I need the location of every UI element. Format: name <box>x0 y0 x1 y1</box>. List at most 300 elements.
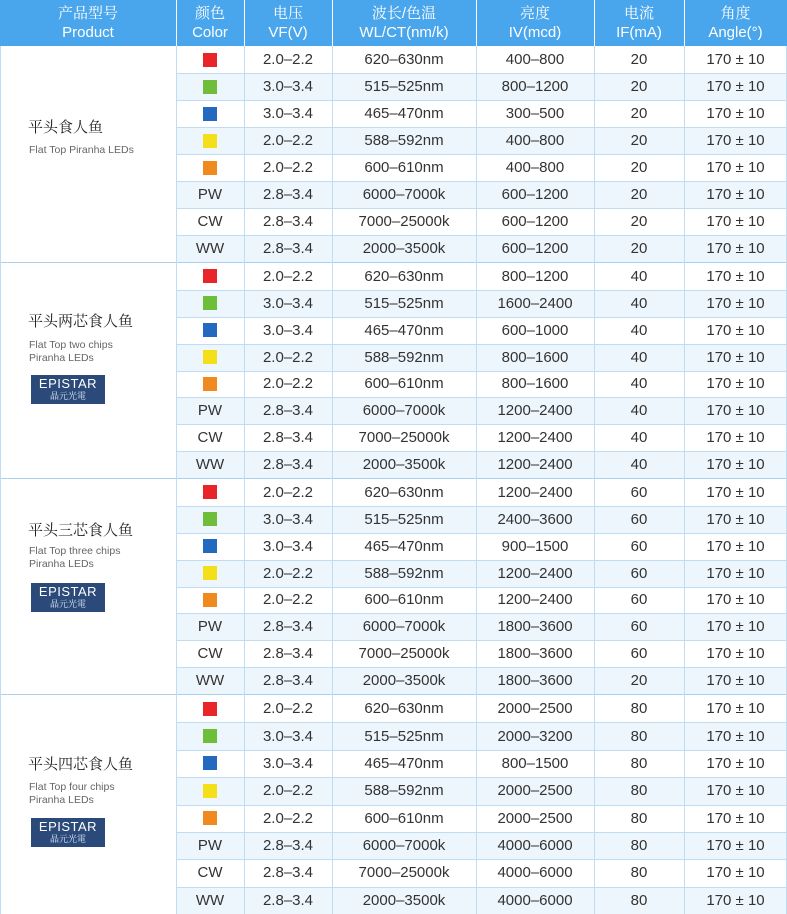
row-divider <box>176 317 787 318</box>
product-group-3 <box>0 479 176 694</box>
epistar-logo <box>31 818 105 847</box>
vf-cell: 2.0–2.2 <box>262 782 314 800</box>
row-divider <box>176 73 787 74</box>
vf-cell: 2.8–3.4 <box>262 837 314 855</box>
if-cell: 20 <box>630 51 648 68</box>
if-cell: 80 <box>630 782 648 800</box>
wl-cell: 600–610nm <box>364 375 444 393</box>
vf-cell: 2.0–2.2 <box>262 591 314 609</box>
logo-subtext: 晶元光電 <box>49 600 86 610</box>
vf-cell: 3.0–3.4 <box>262 105 314 122</box>
color-label: CW <box>197 213 223 230</box>
row-divider <box>176 750 787 751</box>
color-cell <box>176 46 244 73</box>
wl-cell: 600–610nm <box>364 591 444 609</box>
if-cell: 60 <box>630 510 648 528</box>
row-divider <box>176 506 787 507</box>
iv-cell: 1200–2400 <box>497 429 573 447</box>
product-name-en: Flat Top Piranha LEDs <box>29 144 134 156</box>
logo-subtext: 晶元光電 <box>49 835 86 845</box>
angle-cell: 170 ± 10 <box>706 402 765 420</box>
color-cell <box>176 750 244 777</box>
color-cell <box>176 290 244 317</box>
vf-cell: 2.8–3.4 <box>262 213 314 230</box>
iv-cell: 2400–3600 <box>497 510 573 528</box>
vf-cell: 2.8–3.4 <box>262 672 314 690</box>
angle-cell: 170 ± 10 <box>706 864 765 882</box>
color-swatch <box>203 784 217 798</box>
color-swatch <box>203 161 217 175</box>
product-name-en-line1: Flat Top three chips <box>29 545 121 557</box>
if-cell: 40 <box>630 348 648 366</box>
if-cell: 80 <box>630 891 648 909</box>
wl-cell: 515–525nm <box>364 294 444 312</box>
iv-cell: 800–1600 <box>501 375 569 393</box>
column-divider <box>476 46 477 914</box>
vf-cell: 2.0–2.2 <box>262 483 314 501</box>
color-swatch <box>203 134 217 148</box>
wl-cell: 600–610nm <box>364 809 444 827</box>
wl-cell: 620–630nm <box>364 700 444 718</box>
wl-cell: 515–525nm <box>364 78 444 95</box>
color-swatch <box>203 107 217 121</box>
row-divider <box>176 587 787 588</box>
column-divider <box>332 46 333 914</box>
if-cell: 20 <box>630 186 648 203</box>
logo-text: EPISTAR <box>38 376 98 391</box>
column-divider <box>0 46 1 914</box>
color-cell <box>176 560 244 587</box>
iv-cell: 600–1200 <box>501 240 569 257</box>
vf-cell: 2.8–3.4 <box>262 618 314 636</box>
if-cell: 40 <box>630 402 648 420</box>
column-divider <box>176 46 177 914</box>
vf-cell: 2.0–2.2 <box>262 809 314 827</box>
wl-cell: 620–630nm <box>364 267 444 285</box>
header-vf <box>244 0 332 46</box>
color-label: CW <box>197 864 223 882</box>
if-cell: 40 <box>630 267 648 285</box>
product-name-en-line2: Piranha LEDs <box>29 352 94 364</box>
row-divider <box>176 344 787 345</box>
color-cell <box>176 344 244 371</box>
wl-cell: 2000–3500k <box>362 240 446 257</box>
header-iv-en: IV(mcd) <box>508 24 562 41</box>
vf-cell: 2.0–2.2 <box>262 267 314 285</box>
wl-cell: 588–592nm <box>364 348 444 366</box>
header-if-cn: 电流 <box>623 5 654 22</box>
wl-cell: 515–525nm <box>364 727 444 745</box>
angle-cell: 170 ± 10 <box>706 672 765 690</box>
logo-text: EPISTAR <box>38 819 98 834</box>
if-cell: 20 <box>630 78 648 95</box>
angle-cell: 170 ± 10 <box>706 510 765 528</box>
iv-cell: 1800–3600 <box>497 645 573 663</box>
angle-cell: 170 ± 10 <box>706 700 765 718</box>
angle-cell: 170 ± 10 <box>706 267 765 285</box>
angle-cell: 170 ± 10 <box>706 537 765 555</box>
color-swatch <box>203 53 217 67</box>
row-divider <box>176 154 787 155</box>
epistar-logo <box>31 583 105 612</box>
vf-cell: 2.8–3.4 <box>262 429 314 447</box>
vf-cell: 2.8–3.4 <box>262 864 314 882</box>
color-swatch <box>203 377 217 391</box>
column-divider <box>684 46 685 914</box>
angle-cell: 170 ± 10 <box>706 51 765 68</box>
color-label: WW <box>195 456 225 474</box>
header-divider <box>244 0 245 46</box>
color-swatch <box>203 756 217 770</box>
vf-cell: 3.0–3.4 <box>262 510 314 528</box>
color-label: PW <box>197 402 223 420</box>
color-label: WW <box>195 240 225 257</box>
header-product-en: Product <box>62 24 114 41</box>
vf-cell: 2.8–3.4 <box>262 240 314 257</box>
row-divider <box>176 560 787 561</box>
header-divider <box>684 0 685 46</box>
product-name-en-line2: Piranha LEDs <box>29 558 94 570</box>
iv-cell: 800–1600 <box>501 348 569 366</box>
angle-cell: 170 ± 10 <box>706 891 765 909</box>
color-cell <box>176 506 244 533</box>
epistar-logo <box>31 375 105 404</box>
iv-cell: 600–1200 <box>501 213 569 230</box>
header-divider <box>332 0 333 46</box>
row-divider <box>176 613 787 614</box>
angle-cell: 170 ± 10 <box>706 754 765 772</box>
if-cell: 20 <box>630 132 648 149</box>
header-divider <box>176 0 177 46</box>
angle-cell: 170 ± 10 <box>706 375 765 393</box>
if-cell: 60 <box>630 564 648 582</box>
iv-cell: 4000–6000 <box>497 837 573 855</box>
vf-cell: 3.0–3.4 <box>262 78 314 95</box>
row-divider <box>176 832 787 833</box>
angle-cell: 170 ± 10 <box>706 240 765 257</box>
angle-cell: 170 ± 10 <box>706 429 765 447</box>
iv-cell: 2000–2500 <box>497 700 573 718</box>
row-divider <box>176 533 787 534</box>
wl-cell: 6000–7000k <box>362 186 446 203</box>
if-cell: 60 <box>630 483 648 501</box>
color-swatch <box>203 512 217 526</box>
angle-cell: 170 ± 10 <box>706 78 765 95</box>
color-swatch <box>203 485 217 499</box>
product-name-en-line1: Flat Top two chips <box>29 339 113 351</box>
vf-cell: 2.8–3.4 <box>262 456 314 474</box>
color-cell <box>176 317 244 344</box>
if-cell: 60 <box>630 618 648 636</box>
angle-cell: 170 ± 10 <box>706 591 765 609</box>
iv-cell: 800–1500 <box>501 754 569 772</box>
vf-cell: 2.8–3.4 <box>262 186 314 203</box>
color-label: CW <box>197 645 223 663</box>
color-swatch <box>203 323 217 337</box>
color-swatch <box>203 350 217 364</box>
angle-cell: 170 ± 10 <box>706 782 765 800</box>
iv-cell: 900–1500 <box>501 537 569 555</box>
row-divider <box>176 127 787 128</box>
color-cell <box>176 371 244 398</box>
wl-cell: 588–592nm <box>364 564 444 582</box>
header-color-en: Color <box>192 24 228 41</box>
if-cell: 40 <box>630 375 648 393</box>
iv-cell: 300–500 <box>505 105 565 122</box>
row-divider <box>176 208 787 209</box>
iv-cell: 400–800 <box>505 159 565 176</box>
iv-cell: 4000–6000 <box>497 864 573 882</box>
product-name-cn: 平头四芯食人鱼 <box>28 755 134 773</box>
vf-cell: 3.0–3.4 <box>262 754 314 772</box>
header-angle <box>684 0 787 46</box>
color-cell <box>176 127 244 154</box>
iv-cell: 800–1200 <box>501 267 569 285</box>
product-name-cn: 平头三芯食人鱼 <box>28 521 134 539</box>
iv-cell: 400–800 <box>505 51 565 68</box>
angle-cell: 170 ± 10 <box>706 456 765 474</box>
color-cell <box>176 479 244 506</box>
color-swatch <box>203 729 217 743</box>
row-divider <box>176 667 787 668</box>
iv-cell: 2000–3200 <box>497 727 573 745</box>
wl-cell: 7000–25000k <box>358 645 450 663</box>
product-group-2 <box>0 263 176 478</box>
angle-cell: 170 ± 10 <box>706 321 765 339</box>
angle-cell: 170 ± 10 <box>706 645 765 663</box>
color-cell <box>176 73 244 100</box>
if-cell: 20 <box>630 240 648 257</box>
header-angle-en: Angle(°) <box>708 24 763 41</box>
color-cell <box>176 154 244 181</box>
color-cell <box>176 533 244 560</box>
if-cell: 80 <box>630 700 648 718</box>
color-cell <box>176 695 244 722</box>
vf-cell: 2.0–2.2 <box>262 700 314 718</box>
angle-cell: 170 ± 10 <box>706 132 765 149</box>
wl-cell: 7000–25000k <box>358 213 450 230</box>
vf-cell: 2.0–2.2 <box>262 564 314 582</box>
iv-cell: 400–800 <box>505 132 565 149</box>
group-divider <box>0 694 787 695</box>
row-divider <box>176 290 787 291</box>
angle-cell: 170 ± 10 <box>706 159 765 176</box>
iv-cell: 1600–2400 <box>497 294 573 312</box>
wl-cell: 465–470nm <box>364 321 444 339</box>
row-divider <box>176 640 787 641</box>
header-divider <box>594 0 595 46</box>
angle-cell: 170 ± 10 <box>706 294 765 312</box>
wl-cell: 465–470nm <box>364 537 444 555</box>
wl-cell: 588–592nm <box>364 782 444 800</box>
header-wl <box>332 0 476 46</box>
angle-cell: 170 ± 10 <box>706 809 765 827</box>
color-cell <box>176 100 244 127</box>
wl-cell: 6000–7000k <box>362 618 446 636</box>
header-color <box>176 0 244 46</box>
iv-cell: 4000–6000 <box>497 891 573 909</box>
header-vf-en: VF(V) <box>268 24 308 41</box>
angle-cell: 170 ± 10 <box>706 618 765 636</box>
if-cell: 40 <box>630 429 648 447</box>
if-cell: 80 <box>630 864 648 882</box>
header-wl-en: WL/CT(nm/k) <box>359 24 449 41</box>
logo-subtext: 晶元光電 <box>49 392 86 402</box>
if-cell: 60 <box>630 645 648 663</box>
row-divider <box>176 805 787 806</box>
color-cell <box>176 722 244 749</box>
color-swatch <box>203 566 217 580</box>
color-cell <box>176 777 244 804</box>
product-name-en-line2: Piranha LEDs <box>29 794 94 806</box>
if-cell: 60 <box>630 591 648 609</box>
header-if-en: IF(mA) <box>616 24 662 41</box>
row-divider <box>176 235 787 236</box>
wl-cell: 7000–25000k <box>358 864 450 882</box>
header-wl-cn: 波长/色温 <box>371 5 437 22</box>
vf-cell: 3.0–3.4 <box>262 537 314 555</box>
color-swatch <box>203 811 217 825</box>
vf-cell: 3.0–3.4 <box>262 727 314 745</box>
wl-cell: 465–470nm <box>364 105 444 122</box>
iv-cell: 600–1200 <box>501 186 569 203</box>
wl-cell: 620–630nm <box>364 483 444 501</box>
group-divider <box>0 262 787 263</box>
color-swatch <box>203 702 217 716</box>
column-divider <box>244 46 245 914</box>
wl-cell: 620–630nm <box>364 51 444 68</box>
color-label: WW <box>195 891 225 909</box>
angle-cell: 170 ± 10 <box>706 564 765 582</box>
vf-cell: 2.8–3.4 <box>262 645 314 663</box>
product-group-1 <box>0 46 176 262</box>
angle-cell: 170 ± 10 <box>706 213 765 230</box>
product-name-cn: 平头食人鱼 <box>28 118 104 136</box>
if-cell: 40 <box>630 294 648 312</box>
vf-cell: 3.0–3.4 <box>262 294 314 312</box>
iv-cell: 1200–2400 <box>497 483 573 501</box>
vf-cell: 2.8–3.4 <box>262 891 314 909</box>
iv-cell: 1200–2400 <box>497 456 573 474</box>
row-divider <box>176 777 787 778</box>
iv-cell: 1800–3600 <box>497 672 573 690</box>
product-group-4 <box>0 695 176 914</box>
vf-cell: 2.0–2.2 <box>262 132 314 149</box>
angle-cell: 170 ± 10 <box>706 837 765 855</box>
iv-cell: 2000–2500 <box>497 782 573 800</box>
color-cell <box>176 587 244 614</box>
iv-cell: 2000–2500 <box>497 809 573 827</box>
product-name-cn: 平头两芯食人鱼 <box>28 312 134 330</box>
header-if <box>594 0 684 46</box>
row-divider <box>176 722 787 723</box>
iv-cell: 1200–2400 <box>497 591 573 609</box>
if-cell: 40 <box>630 321 648 339</box>
angle-cell: 170 ± 10 <box>706 186 765 203</box>
vf-cell: 3.0–3.4 <box>262 321 314 339</box>
color-label: CW <box>197 429 223 447</box>
wl-cell: 588–592nm <box>364 132 444 149</box>
header-angle-cn: 角度 <box>720 5 751 22</box>
header-color-cn: 颜色 <box>194 5 225 22</box>
if-cell: 20 <box>630 213 648 230</box>
row-divider <box>176 451 787 452</box>
row-divider <box>176 424 787 425</box>
column-divider <box>594 46 595 914</box>
color-swatch <box>203 296 217 310</box>
angle-cell: 170 ± 10 <box>706 727 765 745</box>
row-divider <box>176 887 787 888</box>
row-divider <box>176 859 787 860</box>
wl-cell: 600–610nm <box>364 159 444 176</box>
if-cell: 80 <box>630 754 648 772</box>
iv-cell: 1800–3600 <box>497 618 573 636</box>
wl-cell: 2000–3500k <box>362 456 446 474</box>
header-product-cn: 产品型号 <box>57 5 118 22</box>
if-cell: 20 <box>630 672 648 690</box>
vf-cell: 2.0–2.2 <box>262 51 314 68</box>
group-divider <box>0 478 787 479</box>
wl-cell: 515–525nm <box>364 510 444 528</box>
vf-cell: 2.0–2.2 <box>262 159 314 176</box>
angle-cell: 170 ± 10 <box>706 483 765 501</box>
iv-cell: 600–1000 <box>501 321 569 339</box>
header-iv <box>476 0 594 46</box>
header-divider <box>476 0 477 46</box>
logo-text: EPISTAR <box>38 584 98 599</box>
color-swatch <box>203 539 217 553</box>
vf-cell: 2.0–2.2 <box>262 348 314 366</box>
row-divider <box>176 371 787 372</box>
angle-cell: 170 ± 10 <box>706 348 765 366</box>
wl-cell: 2000–3500k <box>362 891 446 909</box>
iv-cell: 800–1200 <box>501 78 569 95</box>
wl-cell: 2000–3500k <box>362 672 446 690</box>
color-swatch <box>203 269 217 283</box>
if-cell: 20 <box>630 105 648 122</box>
row-divider <box>176 181 787 182</box>
color-swatch <box>203 80 217 94</box>
iv-cell: 1200–2400 <box>497 402 573 420</box>
if-cell: 60 <box>630 537 648 555</box>
if-cell: 80 <box>630 809 648 827</box>
color-cell <box>176 263 244 290</box>
header-vf-cn: 电压 <box>272 5 303 22</box>
wl-cell: 6000–7000k <box>362 402 446 420</box>
iv-cell: 1200–2400 <box>497 564 573 582</box>
color-swatch <box>203 593 217 607</box>
vf-cell: 2.8–3.4 <box>262 402 314 420</box>
header-iv-cn: 亮度 <box>519 5 550 22</box>
row-divider <box>176 100 787 101</box>
if-cell: 40 <box>630 456 648 474</box>
vf-cell: 2.0–2.2 <box>262 375 314 393</box>
if-cell: 20 <box>630 159 648 176</box>
color-label: PW <box>197 186 223 203</box>
color-cell <box>176 805 244 832</box>
wl-cell: 6000–7000k <box>362 837 446 855</box>
product-name-en-line1: Flat Top four chips <box>29 781 115 793</box>
color-label: WW <box>195 672 225 690</box>
if-cell: 80 <box>630 727 648 745</box>
angle-cell: 170 ± 10 <box>706 105 765 122</box>
wl-cell: 465–470nm <box>364 754 444 772</box>
row-divider <box>176 397 787 398</box>
color-label: PW <box>197 618 223 636</box>
wl-cell: 7000–25000k <box>358 429 450 447</box>
if-cell: 80 <box>630 837 648 855</box>
color-label: PW <box>197 837 223 855</box>
